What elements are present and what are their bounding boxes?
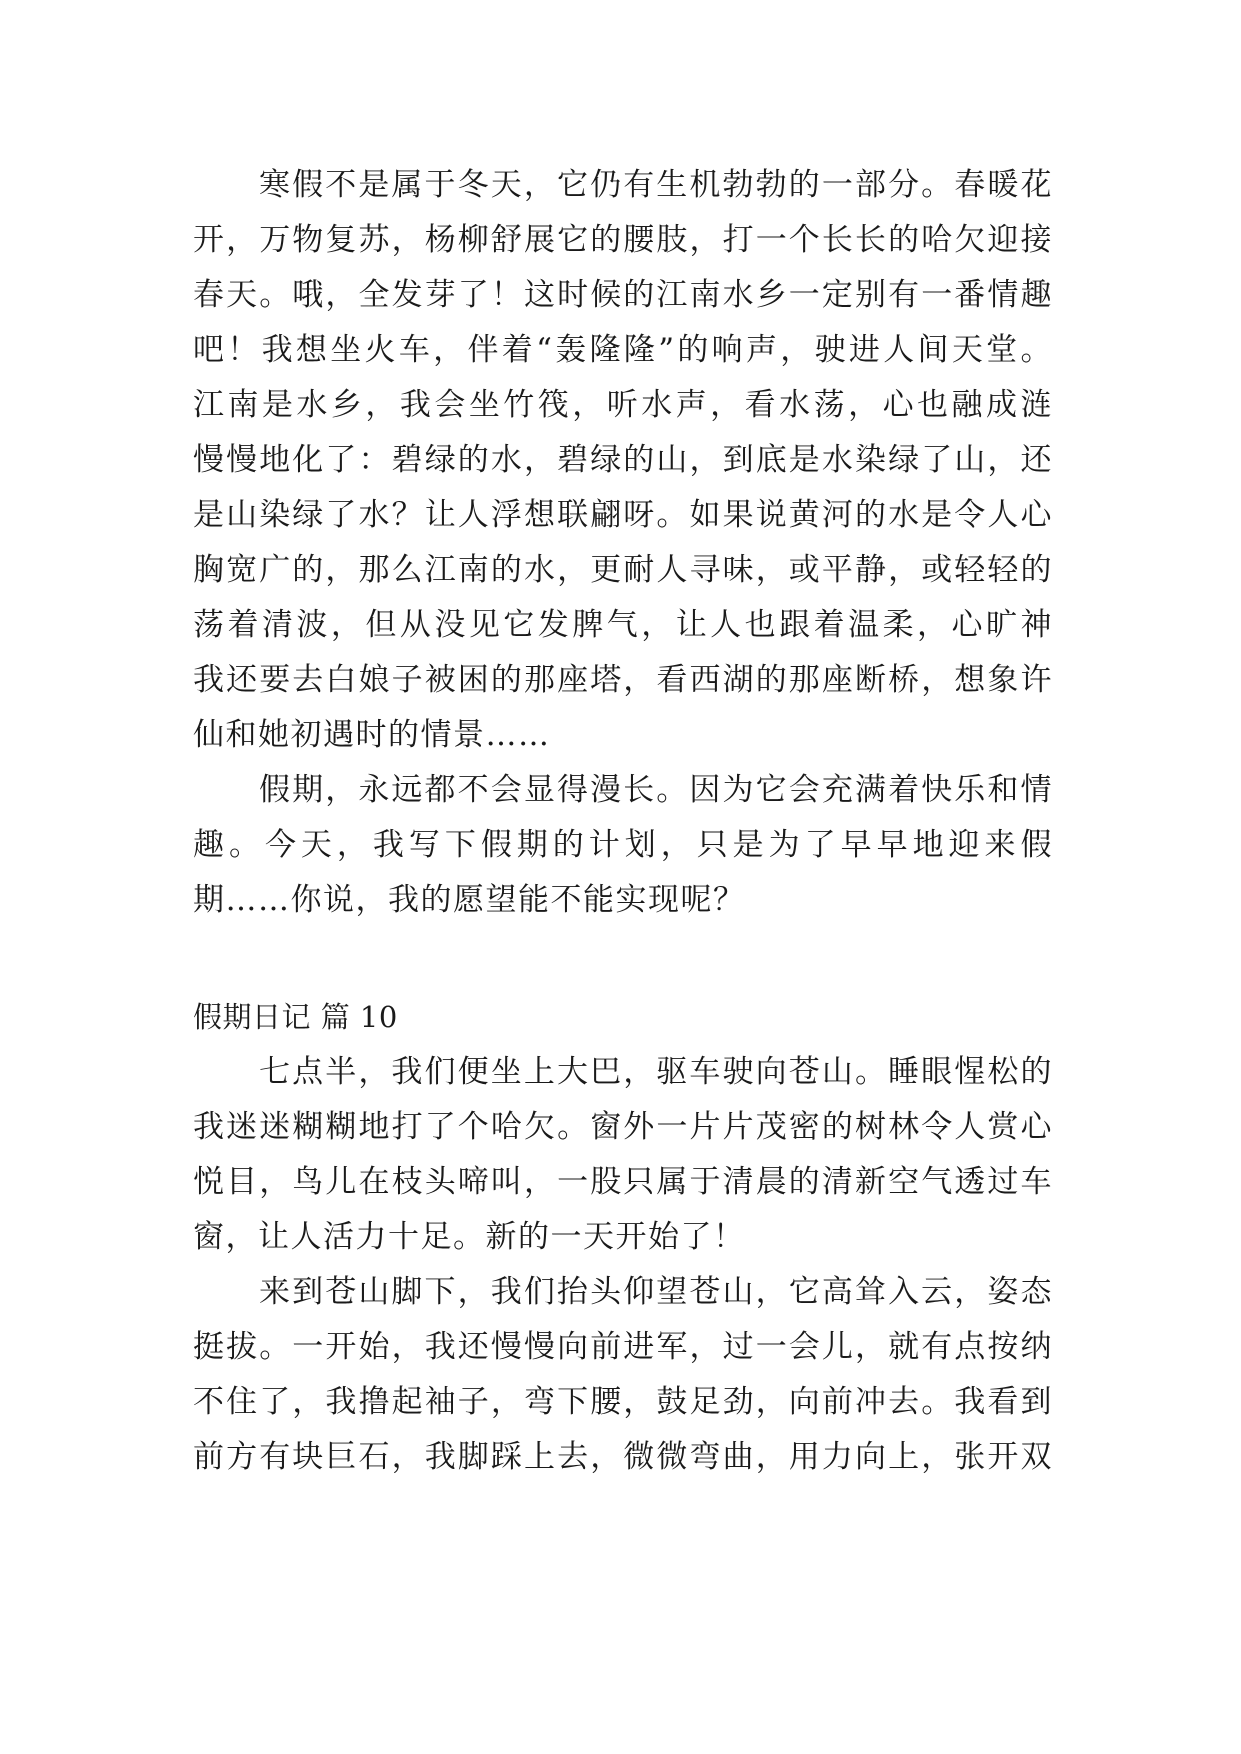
paragraph-bus-ride [193,1045,1053,1265]
text-line: 来到苍山脚下，我们抬头仰望苍山，它高耸入云，姿态 [259,1274,1053,1310]
text-line: 开，万物复苏，杨柳舒展它的腰肢，打一个长长的哈欠迎接 [193,222,1053,258]
text-line: 我迷迷糊糊地打了个哈欠。窗外一片片茂密的树林令人赏心 [193,1109,1053,1145]
text-line: 假期，永远都不会显得漫长。因为它会充满着快乐和情 [259,772,1053,808]
text-line: 我还要去白娘子被困的那座塔，看西湖的那座断桥，想象许 [193,662,1053,698]
text-line: 荡着清波，但从没见它发脾气，让人也跟着温柔，心旷神 [193,607,1053,643]
text-line: 期……你说，我的愿望能不能实现呢？ [193,882,746,918]
text-line: 春天。哦，全发芽了！这时候的江南水乡一定别有一番情趣 [193,277,1053,313]
text-line: 吧！我想坐火车，伴着“轰隆隆”的响声，驶进人间天堂。 [193,332,1053,368]
text-line: 七点半，我们便坐上大巴，驱车驶向苍山。睡眼惺松的 [259,1054,1053,1090]
document-body [193,158,1053,1485]
section-gap [193,928,1053,990]
text-line: 仙和她初遇时的情景…… [193,717,551,753]
text-line: 前方有块巨石，我脚踩上去，微微弯曲，用力向上，张开双 [193,1439,1053,1475]
text-line: 慢慢地化了：碧绿的水，碧绿的山，到底是水染绿了山，还 [193,442,1053,478]
text-line: 是山染绿了水？让人浮想联翩呀。如果说黄河的水是令人心 [193,497,1053,533]
text-line: 窗，让人活力十足。新的一天开始了！ [193,1219,746,1255]
text-line: 胸宽广的，那么江南的水，更耐人寻味，或平静，或轻轻的 [193,552,1053,588]
text-line: 趣。今天，我写下假期的计划，只是为了早早地迎来假 [193,827,1053,863]
text-line: 寒假不是属于冬天，它仍有生机勃勃的一部分。春暖花 [259,167,1053,203]
paragraph-conclusion [193,763,1053,928]
text-line: 悦目，鸟儿在枝头啼叫，一股只属于清晨的清新空气透过车 [193,1164,1053,1200]
text-line: 不住了，我撸起袖子，弯下腰，鼓足劲，向前冲去。我看到 [193,1384,1053,1420]
paragraph-mountain-climb [193,1265,1053,1485]
section-heading: 假期日记 篇 10 [193,1000,398,1034]
paragraph-spring-plan [193,158,1053,763]
text-line: 挺拔。一开始，我还慢慢向前进军，过一会儿，就有点按纳 [193,1329,1053,1365]
text-line: 江南是水乡，我会坐竹筏，听水声，看水荡，心也融成涟 [193,387,1053,423]
